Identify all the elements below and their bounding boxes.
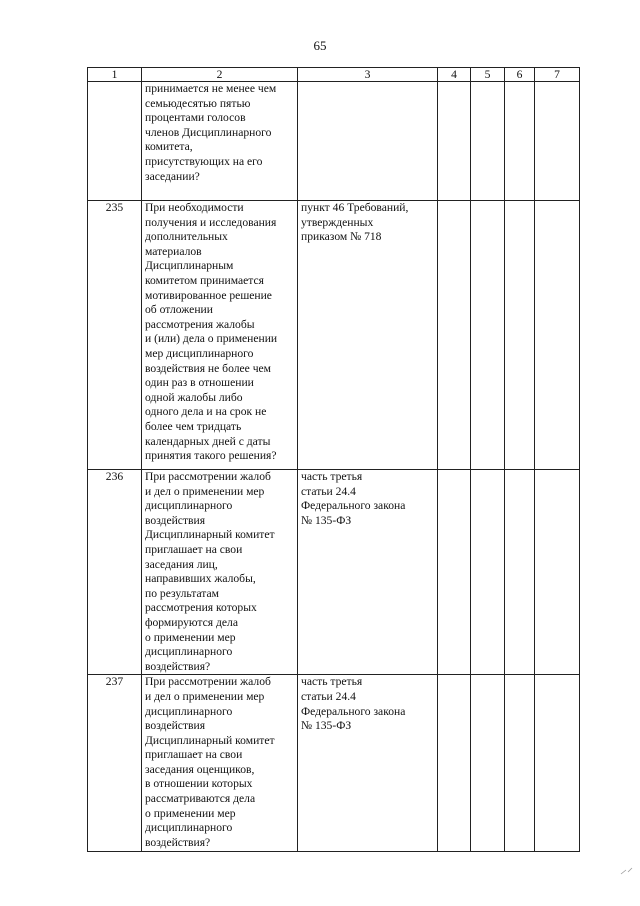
requirement-text: принимается не менее чем семьюдесятью пятью процентами голосов членов Дисциплинарного комитета, присутствующих на его заседании? bbox=[142, 82, 298, 201]
row-number: 237 bbox=[88, 675, 142, 852]
answer-cell-7 bbox=[535, 675, 580, 852]
table-row bbox=[88, 82, 580, 201]
header-row bbox=[88, 68, 580, 82]
legal-reference bbox=[298, 82, 438, 201]
column-header-3: 3 bbox=[298, 68, 438, 82]
row-number: 236 bbox=[88, 470, 142, 675]
answer-cell-7 bbox=[535, 470, 580, 675]
answer-cell-4 bbox=[438, 82, 471, 201]
column-header-6: 6 bbox=[505, 68, 535, 82]
answer-cell-6 bbox=[505, 82, 535, 201]
answer-cell-7 bbox=[535, 82, 580, 201]
answer-cell-5 bbox=[471, 82, 505, 201]
column-header-2: 2 bbox=[142, 68, 298, 82]
page-number: 65 bbox=[313, 38, 327, 53]
column-header-1: 1 bbox=[88, 68, 142, 82]
answer-cell-6 bbox=[505, 201, 535, 470]
answer-cell-6 bbox=[505, 470, 535, 675]
answer-cell-4 bbox=[438, 470, 471, 675]
requirement-text: При необходимости получения и исследования дополнительных материалов Дисциплинарным комитетом принимается мотивированное решение об отложении рассмотрения жалобы и (или) дела о применении мер дисциплинарного воздействия не более чем один раз в отношении одной жалобы либо одного дела и на срок не более чем тридцать календарных дней с даты принятия такого решения? bbox=[142, 201, 298, 470]
answer-cell-6 bbox=[505, 675, 535, 852]
answer-cell-7 bbox=[535, 201, 580, 470]
checklist-table bbox=[87, 67, 580, 852]
legal-reference: часть третья статьи 24.4 Федерального закона № 135-ФЗ bbox=[298, 675, 438, 852]
answer-cell-4 bbox=[438, 675, 471, 852]
row-number: 235 bbox=[88, 201, 142, 470]
column-header-5: 5 bbox=[471, 68, 505, 82]
answer-cell-5 bbox=[471, 675, 505, 852]
legal-reference: часть третья статьи 24.4 Федерального закона № 135-ФЗ bbox=[298, 470, 438, 675]
table-row bbox=[88, 201, 580, 470]
answer-cell-5 bbox=[471, 470, 505, 675]
table-row bbox=[88, 675, 580, 852]
table-row bbox=[88, 470, 580, 675]
requirement-text: При рассмотрении жалоб и дел о применении мер дисциплинарного воздействия Дисциплинарный комитет приглашает на свои заседания оценщиков, в отношении которых рассматриваются дела о применении мер дисциплинарного воздействия? bbox=[142, 675, 298, 852]
answer-cell-4 bbox=[438, 201, 471, 470]
requirement-text: При рассмотрении жалоб и дел о применении мер дисциплинарного воздействия Дисциплинарный комитет приглашает на свои заседания лиц, направивших жалобы, по результатам рассмотрения которых формируются дела о применении мер дисциплинарного воздействия? bbox=[142, 470, 298, 675]
column-header-7: 7 bbox=[535, 68, 580, 82]
legal-reference: пункт 46 Требований, утвержденных приказом № 718 bbox=[298, 201, 438, 470]
column-header-4: 4 bbox=[438, 68, 471, 82]
answer-cell-5 bbox=[471, 201, 505, 470]
scan-speck bbox=[620, 866, 634, 876]
row-number bbox=[88, 82, 142, 201]
